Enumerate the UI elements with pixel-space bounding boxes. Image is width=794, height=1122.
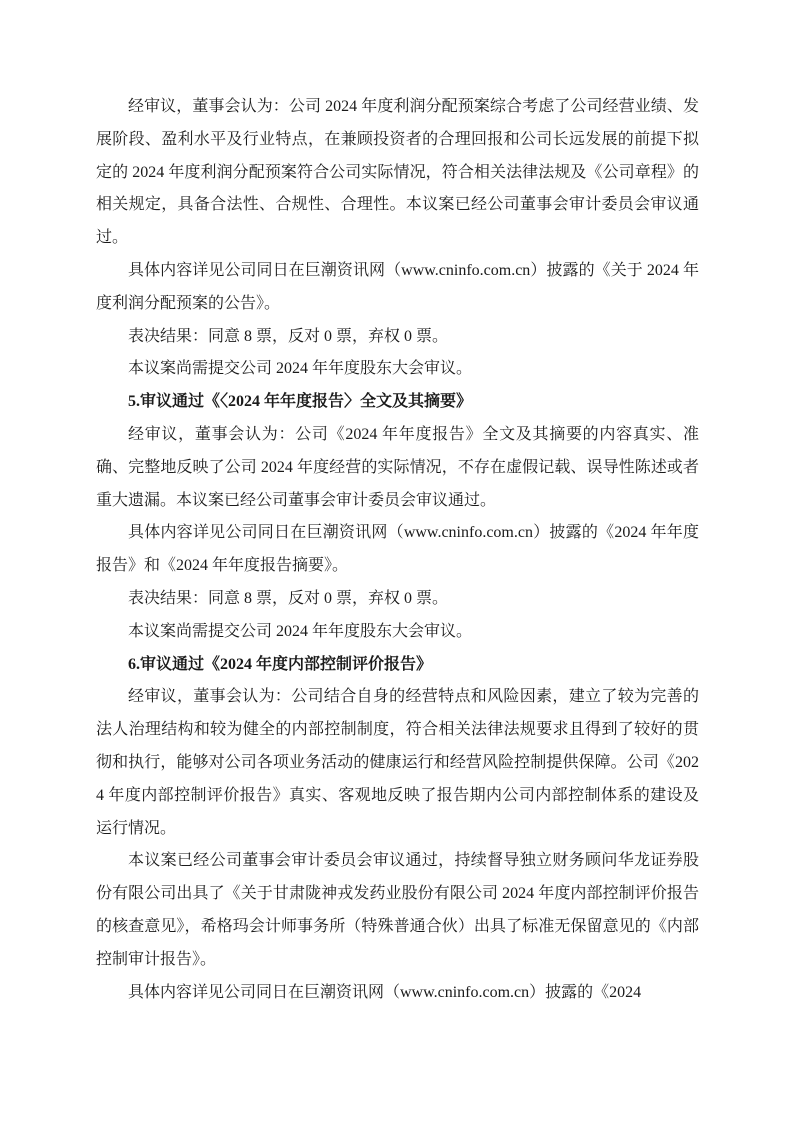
paragraph-item5-submit-agm: 本议案尚需提交公司 2024 年年度股东大会审议。 xyxy=(128,622,473,640)
heading-item5-annual-report: 5.审议通过《〈2024 年年度报告〉全文及其摘要》 xyxy=(128,393,473,411)
paragraph-item5-vote-result: 表决结果：同意 8 票，反对 0 票，弃权 0 票。 xyxy=(128,589,449,607)
heading-item6-internal-control: 6.审议通过《2024 年度内部控制评价报告》 xyxy=(128,655,433,673)
paragraph-item6-board-opinion: 经审议，董事会认为：公司结合自身的经营特点和风险因素，建立了较为完善的法人治理结构和较为健全的内部控制制度，符合相关法律法规要求且得到了较好的贯彻和执行，能够对公司各项业务活动的健康运行和经营风险控制提供保障。公司《2024 年度内部控制评价报告》真实、客观地反映了报告期内公司内部控制体系的建设及运行情况。 xyxy=(96,688,699,837)
paragraph-item4-disclosure: 具体内容详见公司同日在巨潮资讯网（www.cninfo.com.cn）披露的《关于 2024 年度利润分配预案的公告》。 xyxy=(96,261,699,312)
paragraph-item5-board-opinion: 经审议，董事会认为：公司《2024 年年度报告》全文及其摘要的内容真实、准确、完整地反映了公司 2024 年度经营的实际情况，不存在虚假记载、误导性陈述或者重大遗漏。本议案已经公司董事会审计委员会审议通过。 xyxy=(96,425,699,509)
paragraph-item4-submit-agm: 本议案尚需提交公司 2024 年年度股东大会审议。 xyxy=(128,360,473,378)
paragraph-item6-disclosure: 具体内容详见公司同日在巨潮资讯网（www.cninfo.com.cn）披露的《2024 xyxy=(128,983,642,1001)
paragraph-item4-board-opinion: 经审议，董事会认为：公司 2024 年度利润分配预案综合考虑了公司经营业绩、发展阶段、盈利水平及行业特点，在兼顾投资者的合理回报和公司长远发展的前提下拟定的 2024 年度利润分配预案符合公司实际情况，符合相关法律法规及《公司章程》的相关规定，具备合法性、合规性、合理性。本议案已经公司董事会审计委员会审议通过。 xyxy=(96,98,699,247)
paragraph-item6-audit-sponsor: 本议案已经公司董事会审计委员会审议通过，持续督导独立财务顾问华龙证券股份有限公司出具了《关于甘肃陇神戎发药业股份有限公司 2024 年度内部控制评价报告的核查意见》，希格玛会计师事务所（特殊普通合伙）出具了标准无保留意见的《内部控制审计报告》。 xyxy=(96,852,699,968)
paragraph-item4-vote-result: 表决结果：同意 8 票，反对 0 票，弃权 0 票。 xyxy=(128,327,449,345)
paragraph-item5-disclosure: 具体内容详见公司同日在巨潮资讯网（www.cninfo.com.cn）披露的《2024 年年度报告》和《2024 年年度报告摘要》。 xyxy=(96,524,699,575)
